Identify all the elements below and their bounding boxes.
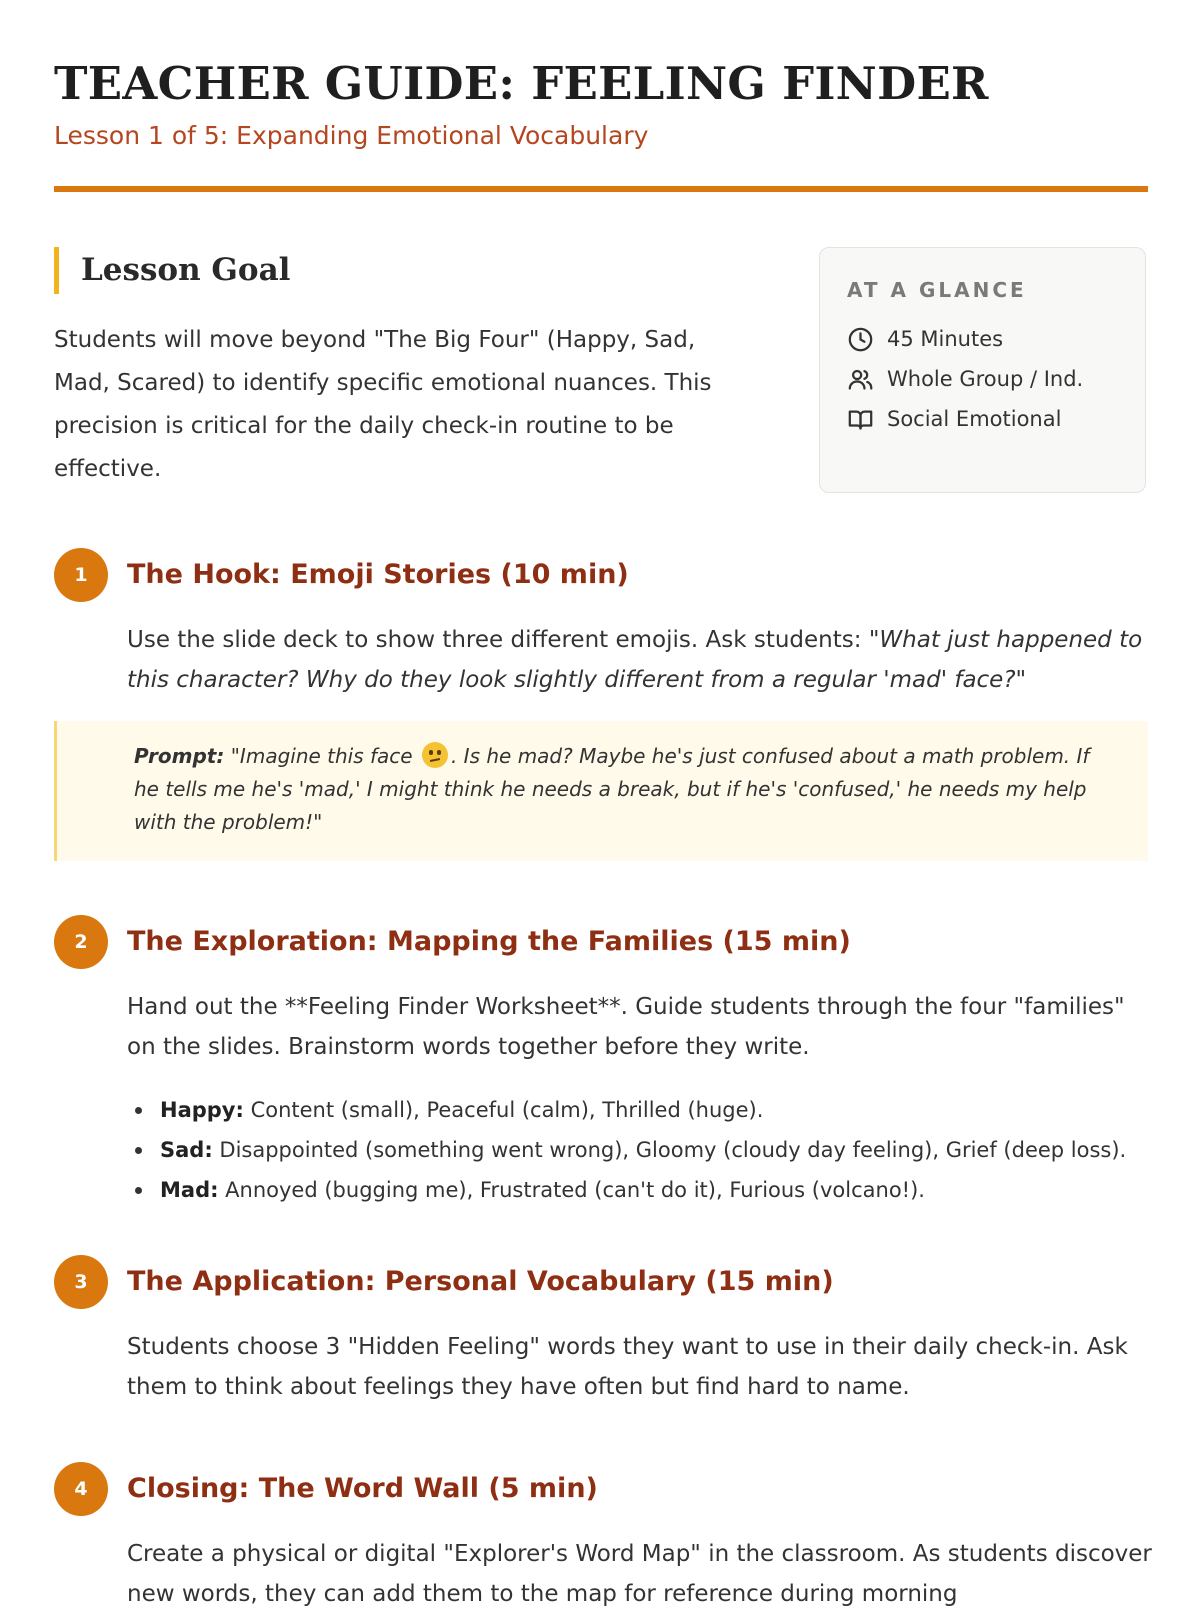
- glance-item-label: Social Emotional: [887, 407, 1062, 431]
- step-body: [127, 620, 1157, 700]
- clock-icon: [847, 326, 874, 353]
- step-body-text: Use the slide deck to show three different emojis. Ask students:: [127, 627, 869, 653]
- step-body: Create a physical or digital "Explorer's Word Map" in the classroom. As students discover new words, they can add them to the map for reference during morning: [127, 1541, 1152, 1607]
- step-number-badge: 3: [54, 1255, 108, 1309]
- family-name: Sad:: [160, 1138, 213, 1162]
- book-icon: [847, 406, 874, 433]
- step-number-badge: 1: [54, 548, 108, 602]
- list-item: [127, 1130, 1126, 1170]
- family-name: Mad:: [160, 1178, 219, 1202]
- prompt-text-end: . Is he mad? Maybe he's just confused about a math problem. If he tells me he's 'mad,' I might think he needs a break, but if he's 'confused,' he needs my help with the problem!": [134, 744, 1090, 834]
- step-body: Hand out the **Feeling Finder Worksheet**. Guide students through the four "families" on the slides. Brainstorm words together before they write.: [127, 994, 1125, 1060]
- at-a-glance-title: AT A GLANCE: [847, 278, 1027, 302]
- step-number-badge: 2: [54, 915, 108, 969]
- feeling-families-list: [127, 1090, 1126, 1210]
- step-heading: Closing: The Word Wall (5 min): [127, 1473, 598, 1504]
- users-icon: [847, 366, 874, 393]
- glance-item-label: 45 Minutes: [887, 327, 1004, 351]
- step-body-quote: "What just happened to this character? Why do they look slightly different from a regular 'mad' face?": [127, 627, 1143, 693]
- step-heading: The Hook: Emoji Stories (10 min): [127, 559, 629, 590]
- prompt-label: Prompt:: [134, 744, 225, 768]
- step-heading: The Application: Personal Vocabulary (15 min): [127, 1266, 834, 1297]
- list-item: [127, 1170, 1126, 1210]
- family-words: Disappointed (something went wrong), Gloomy (cloudy day feeling), Grief (deep loss).: [212, 1138, 1127, 1162]
- glance-item-duration: [847, 324, 1003, 354]
- glance-item-grouping: [847, 364, 1083, 394]
- family-words: Content (small), Peaceful (calm), Thrilled (huge).: [243, 1098, 764, 1122]
- glance-item-subject: [847, 404, 1061, 434]
- family-name: Happy:: [160, 1098, 244, 1122]
- lesson-goal-heading: Lesson Goal: [54, 247, 290, 294]
- glance-item-label: Whole Group / Ind.: [887, 367, 1084, 391]
- step-body: Students choose 3 "Hidden Feeling" words they want to use in their daily check-in. Ask them to think about feelings they have often but find hard to name.: [127, 1334, 1128, 1400]
- step-number-badge: 4: [54, 1462, 108, 1516]
- teacher-prompt-callout: [54, 721, 1148, 861]
- lesson-goal-text: Students will move beyond "The Big Four" (Happy, Sad, Mad, Scared) to identify specific emotional nuances. This precision is critical for the daily check-in routine to be effective.: [54, 327, 712, 482]
- prompt-text-start: "Imagine this face: [224, 744, 419, 768]
- at-a-glance-card: [819, 247, 1146, 493]
- confused-face-emoji-icon: [422, 742, 448, 768]
- list-item: [127, 1090, 1126, 1130]
- page-title: TEACHER GUIDE: FEELING FINDER: [54, 57, 989, 110]
- family-words: Annoyed (bugging me), Frustrated (can't do it), Furious (volcano!).: [218, 1178, 925, 1202]
- step-heading: The Exploration: Mapping the Families (15 min): [127, 926, 851, 957]
- header-divider: [54, 186, 1148, 192]
- page-subtitle: Lesson 1 of 5: Expanding Emotional Vocabulary: [54, 121, 649, 150]
